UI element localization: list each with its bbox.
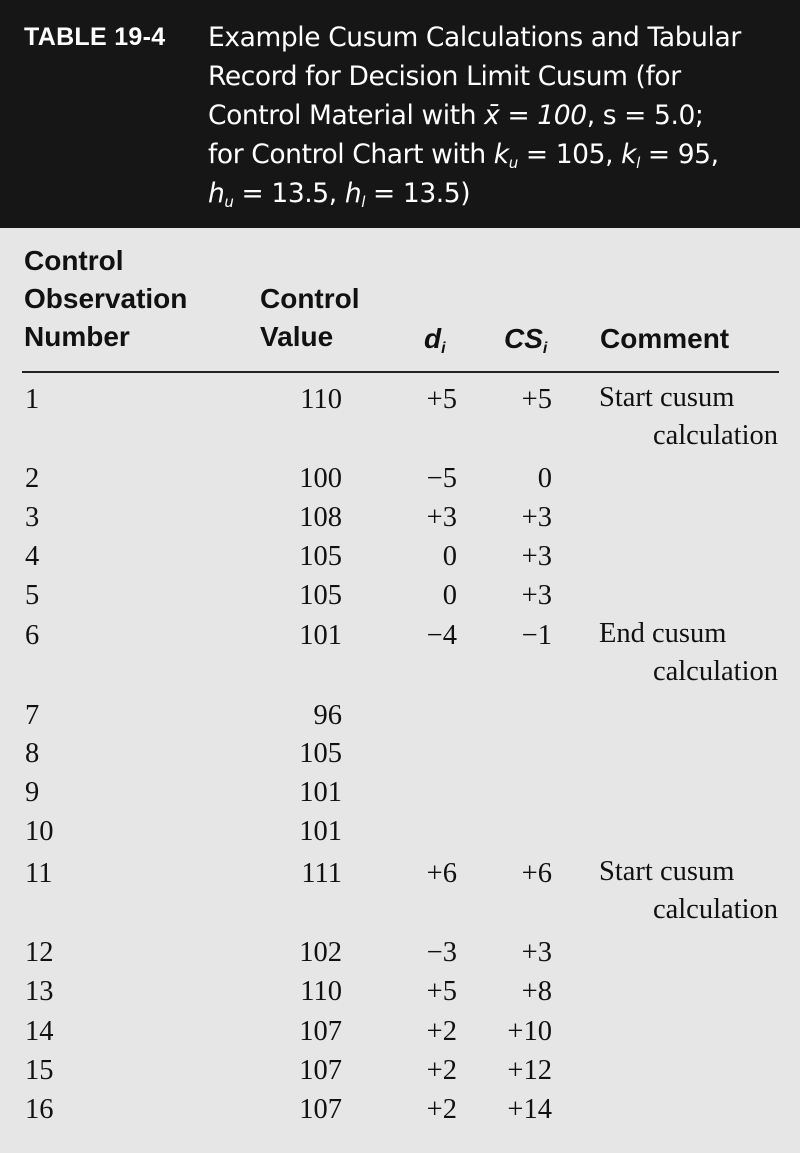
value-cell: 105 xyxy=(299,541,342,572)
column-header-value xyxy=(260,280,360,356)
cs-cell: −1 xyxy=(521,620,552,651)
table-header xyxy=(0,0,800,228)
title-ku-symbol: k xyxy=(493,139,509,170)
title-hl-value: = 13.5) xyxy=(365,178,471,209)
di-header-sub: i xyxy=(441,340,446,357)
di-cell: +2 xyxy=(426,1094,457,1125)
title-hu-symbol: h xyxy=(208,178,225,209)
title-line-4 xyxy=(208,135,788,174)
value-cell: 107 xyxy=(299,1016,342,1047)
value-cell: 96 xyxy=(313,700,342,731)
value-cell: 107 xyxy=(299,1094,342,1125)
di-cell: 0 xyxy=(442,541,457,572)
value-cell: 101 xyxy=(299,816,342,847)
title-hl-symbol: h xyxy=(344,178,362,209)
cs-cell: +5 xyxy=(521,384,552,415)
obs-cell: 9 xyxy=(25,777,40,808)
column-header-observation xyxy=(24,242,187,356)
cs-cell: +3 xyxy=(521,937,552,968)
table-label: TABLE 19-4 xyxy=(24,23,166,51)
cs-cell: +3 xyxy=(521,502,552,533)
title-hu-sub: u xyxy=(224,193,234,211)
title-mean-value: 100 xyxy=(537,100,587,131)
obs-cell: 1 xyxy=(25,384,40,415)
di-cell: +5 xyxy=(426,384,457,415)
di-cell: +2 xyxy=(426,1016,457,1047)
value-cell: 105 xyxy=(299,738,342,769)
title-ku-value: = 105, xyxy=(517,139,622,170)
csi-header-symbol: CS xyxy=(504,323,543,354)
comment-line-1: End cusum xyxy=(599,618,727,649)
value-cell: 111 xyxy=(301,858,342,889)
comment-cell xyxy=(500,379,778,455)
title-kl-symbol: k xyxy=(621,139,637,170)
comment-cell xyxy=(500,853,778,929)
title-kl-value: = 95, xyxy=(639,139,719,170)
obs-cell: 10 xyxy=(25,816,54,847)
di-cell: +2 xyxy=(426,1055,457,1086)
title-ku-sub: u xyxy=(508,154,518,172)
comment-line-2: calculation xyxy=(652,420,778,451)
title-line-3-pre: Control Material with xyxy=(208,100,485,131)
cs-cell: +3 xyxy=(521,580,552,611)
di-cell: +5 xyxy=(426,976,457,1007)
title-hu-value: = 13.5, xyxy=(233,178,345,209)
obs-cell: 8 xyxy=(25,738,40,769)
cs-cell: +6 xyxy=(521,858,552,889)
comment-line-2: calculation xyxy=(652,656,778,687)
di-cell: −4 xyxy=(426,620,457,651)
obs-header-line-1: Control xyxy=(24,245,124,276)
obs-cell: 16 xyxy=(25,1094,54,1125)
title-kl-sub: l xyxy=(636,154,640,172)
title-line-3 xyxy=(208,96,788,135)
value-cell: 110 xyxy=(300,976,342,1007)
value-cell: 107 xyxy=(299,1055,342,1086)
cs-cell: 0 xyxy=(537,463,552,494)
value-cell: 110 xyxy=(300,384,342,415)
title-line-3-eq: = xyxy=(499,100,538,131)
title-xbar-symbol: x̄ xyxy=(484,100,500,131)
value-cell: 100 xyxy=(299,463,342,494)
obs-cell: 5 xyxy=(25,580,40,611)
comment-line-1: Start cusum xyxy=(599,856,735,887)
di-header-symbol: d xyxy=(424,323,442,354)
value-header-line-2: Value xyxy=(260,321,334,352)
obs-header-line-3: Number xyxy=(24,321,130,352)
obs-cell: 3 xyxy=(25,502,40,533)
obs-cell: 14 xyxy=(25,1016,54,1047)
comment-cell xyxy=(500,615,778,691)
di-cell: +6 xyxy=(426,858,457,889)
column-header-di xyxy=(424,320,446,358)
value-cell: 105 xyxy=(299,580,342,611)
obs-cell: 15 xyxy=(25,1055,54,1086)
table-title xyxy=(208,18,788,213)
obs-header-line-2: Observation xyxy=(24,283,188,314)
obs-cell: 6 xyxy=(25,620,40,651)
obs-cell: 2 xyxy=(25,463,40,494)
cs-cell: +3 xyxy=(521,541,552,572)
obs-cell: 13 xyxy=(25,976,54,1007)
title-line-2: Record for Decision Limit Cusum (for xyxy=(208,61,681,92)
title-hl-sub: l xyxy=(361,193,366,211)
value-cell: 102 xyxy=(299,937,342,968)
value-cell: 101 xyxy=(299,777,342,808)
obs-cell: 4 xyxy=(25,541,40,572)
comment-line-2: calculation xyxy=(652,894,778,925)
cs-cell: +10 xyxy=(507,1016,552,1047)
obs-cell: 12 xyxy=(25,937,54,968)
value-cell: 101 xyxy=(299,620,342,651)
cs-cell: +14 xyxy=(507,1094,552,1125)
cs-cell: +12 xyxy=(507,1055,552,1086)
value-cell: 108 xyxy=(299,502,342,533)
title-line-1: Example Cusum Calculations and Tabular xyxy=(208,22,741,53)
csi-header-sub: i xyxy=(542,340,548,357)
di-cell: 0 xyxy=(442,580,457,611)
di-cell: −3 xyxy=(426,937,457,968)
comment-line-1: Start cusum xyxy=(599,382,735,413)
title-line-5 xyxy=(208,174,788,213)
column-header-csi xyxy=(504,320,547,358)
obs-cell: 11 xyxy=(25,858,53,889)
di-cell: −5 xyxy=(426,463,457,494)
header-divider xyxy=(22,371,779,373)
title-line-3-post: , s = 5.0; xyxy=(586,100,704,131)
value-header-line-1: Control xyxy=(260,283,360,314)
di-cell: +3 xyxy=(426,502,457,533)
cs-cell: +8 xyxy=(521,976,552,1007)
obs-cell: 7 xyxy=(25,700,40,731)
title-line-4-pre: for Control Chart with xyxy=(208,139,494,170)
column-header-comment: Comment xyxy=(600,323,730,354)
